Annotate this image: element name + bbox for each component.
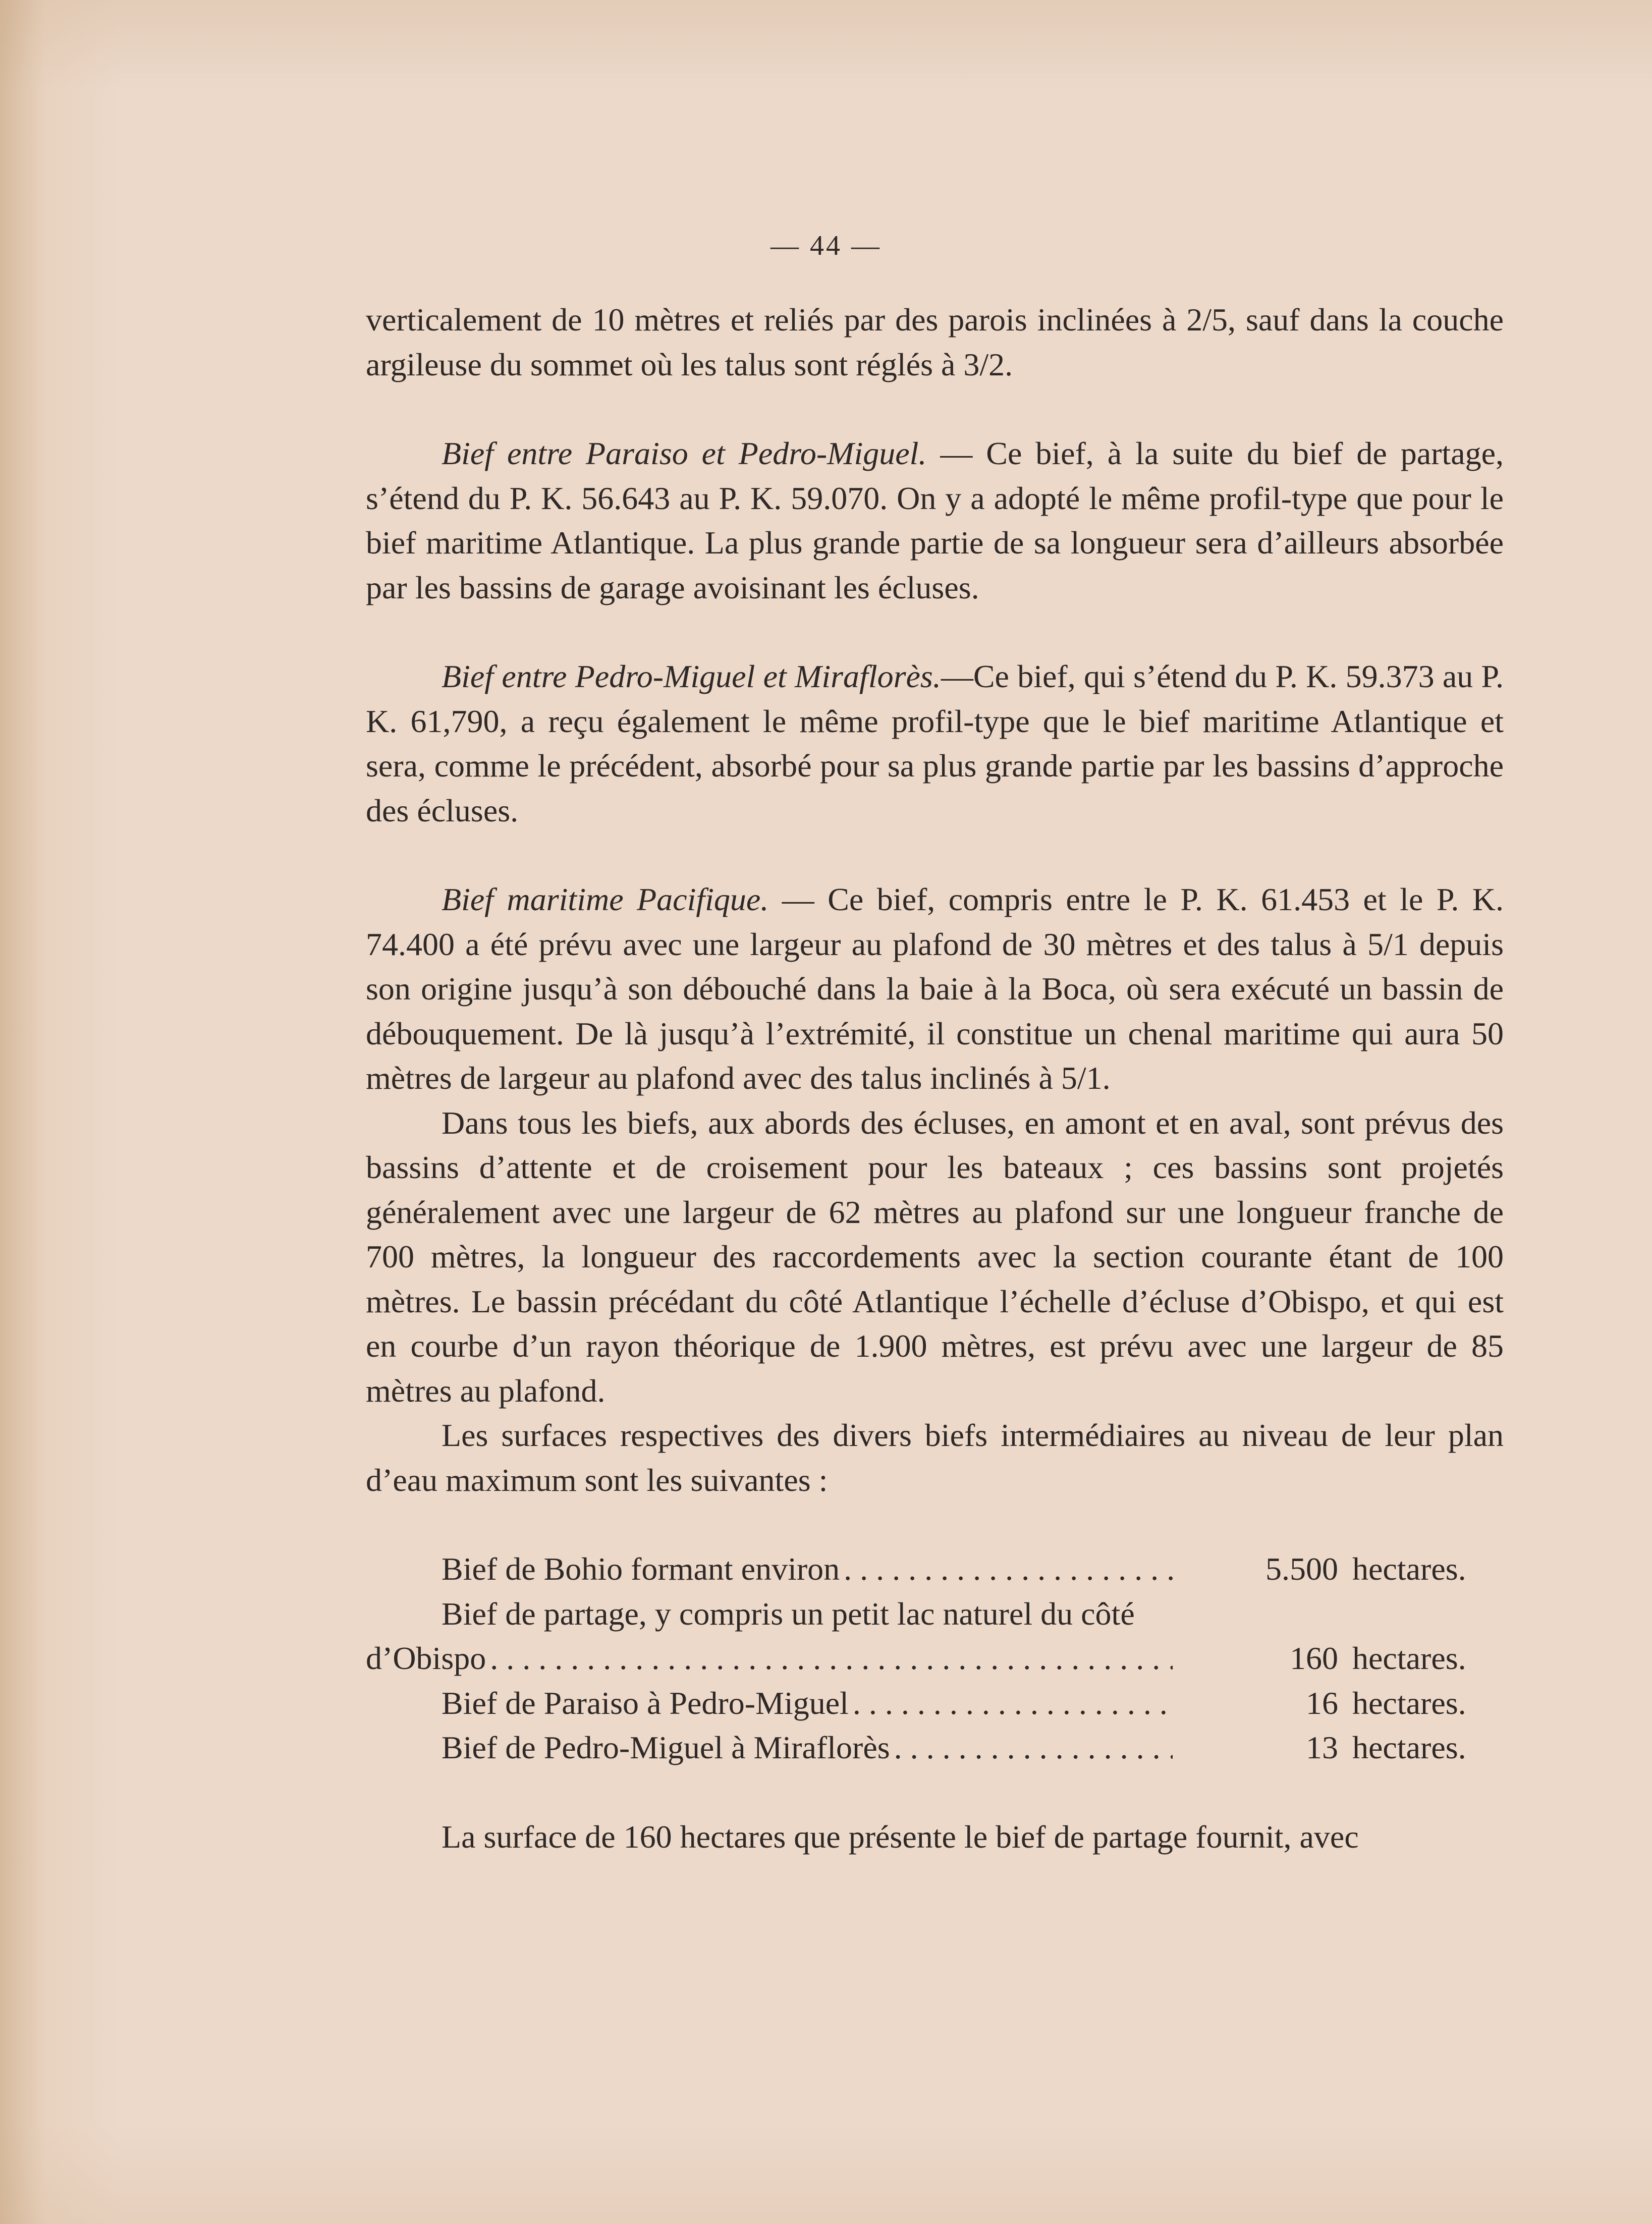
page-number: — 44 — [770,230,882,261]
paragraph-bassins: Dans tous les biefs, aux abords des écluses, en amont et en aval, sont prévus des bassins d’attente et de croisement pour les bateaux ; ces bassins sont projetés généralement avec une largeur de 62 mètres au plafond sur une longueur franche de 700 mètres, la longueur des raccordements avec la section courante étant de 100 mètres. Le bassin précédant du côté Atlantique l’échelle d’écluse d’Obispo, et qui est en courbe d’un rayon théorique de 1.900 mètres, est prévu avec une largeur de 85 mètres au plafond. [366,1104,1504,1409]
paragraph-continuation: verticalement de 10 mètres et reliés par des parois inclinées à 2/5, sauf dans la couche argileuse du sommet où les talus sont réglés à 3/2. [366,302,1504,382]
paragraph-bief-paraiso-text: — Ce bief, à la suite du bief de partage, s’étend du P. K. 56.643 au P. K. 59.070. On y a adopté le même profil-type que pour le bief maritime Atlantique. La plus grande partie de sa longueur sera d’ailleurs absorbée par les bassins de garage avoisinant les écluses. [366,435,1504,605]
surfaces-list [366,1547,1504,1770]
surface-value: 160 [1290,1640,1338,1676]
paragraph-bief-pacifique [366,877,1504,1101]
surface-unit: hectares. [1352,1551,1466,1587]
surface-row-paraiso [366,1681,1504,1726]
surface-row-bohio [366,1547,1504,1592]
rubric-bief-pedro-miguel: Bief entre Pedro-Miguel et Miraflorès. [442,658,941,694]
surface-label: Bief de Paraiso à Pedro-Miguel [442,1685,849,1721]
surface-row-pedro-miguel [366,1726,1504,1770]
dot-leader [853,1681,1173,1726]
paragraph-bief-pacifique-text: — Ce bief, compris entre le P. K. 61.453 et le P. K. 74.400 a été prévu avec une largeur au plafond de 30 mètres et des talus à 5/1 depuis son origine jusqu’à son débouché dans la baie à la Boca, où sera exécuté un bassin de débouquement. De là jusqu’à l’extrémité, il constitue un chenal maritime qui aura 50 mètres de largeur au plafond avec des talus inclinés à 5/1. [366,881,1504,1096]
surface-value: 5.500 [1265,1551,1338,1587]
surface-value: 16 [1306,1685,1338,1721]
paragraph-bief-paraiso [366,431,1504,610]
paragraph-surfaces-intro: Les surfaces respectives des divers biefs intermédiaires au niveau de leur plan d’eau maximum sont les suivantes : [366,1417,1504,1498]
surface-value: 13 [1306,1730,1338,1765]
page-body [366,298,1504,1859]
surface-row-partage-line1: Bief de partage, y compris un petit lac naturel du côté [442,1595,1135,1632]
dot-leader [490,1636,1173,1681]
dot-leader [894,1726,1173,1770]
surface-unit: hectares. [1352,1640,1466,1676]
rubric-bief-paraiso: Bief entre Paraiso et Pedro-Miguel. [442,435,927,471]
rubric-bief-pacifique: Bief maritime Pacifique. [442,881,769,917]
surface-unit: hectares. [1352,1685,1466,1721]
surface-label: d’Obispo [366,1640,486,1676]
surface-label: Bief de Bohio formant environ [442,1551,840,1587]
paragraph-final: La surface de 160 hectares que présente le bief de partage fournit, avec [442,1818,1359,1855]
surface-label: Bief de Pedro-Miguel à Miraflorès [442,1730,890,1765]
paragraph-bief-pedro-miguel-text: —Ce bief, qui s’étend du P. K. 59.373 au P. K. 61,790, a reçu également le même profil-type que le bief maritime Atlantique et sera, comme le précédent, absorbé pour sa plus grande partie par les bassins d’approche des écluses. [366,658,1504,828]
surface-unit: hectares. [1352,1730,1466,1765]
paragraph-bief-pedro-miguel [366,654,1504,833]
surface-row-partage [366,1636,1504,1681]
dot-leader [844,1547,1173,1592]
